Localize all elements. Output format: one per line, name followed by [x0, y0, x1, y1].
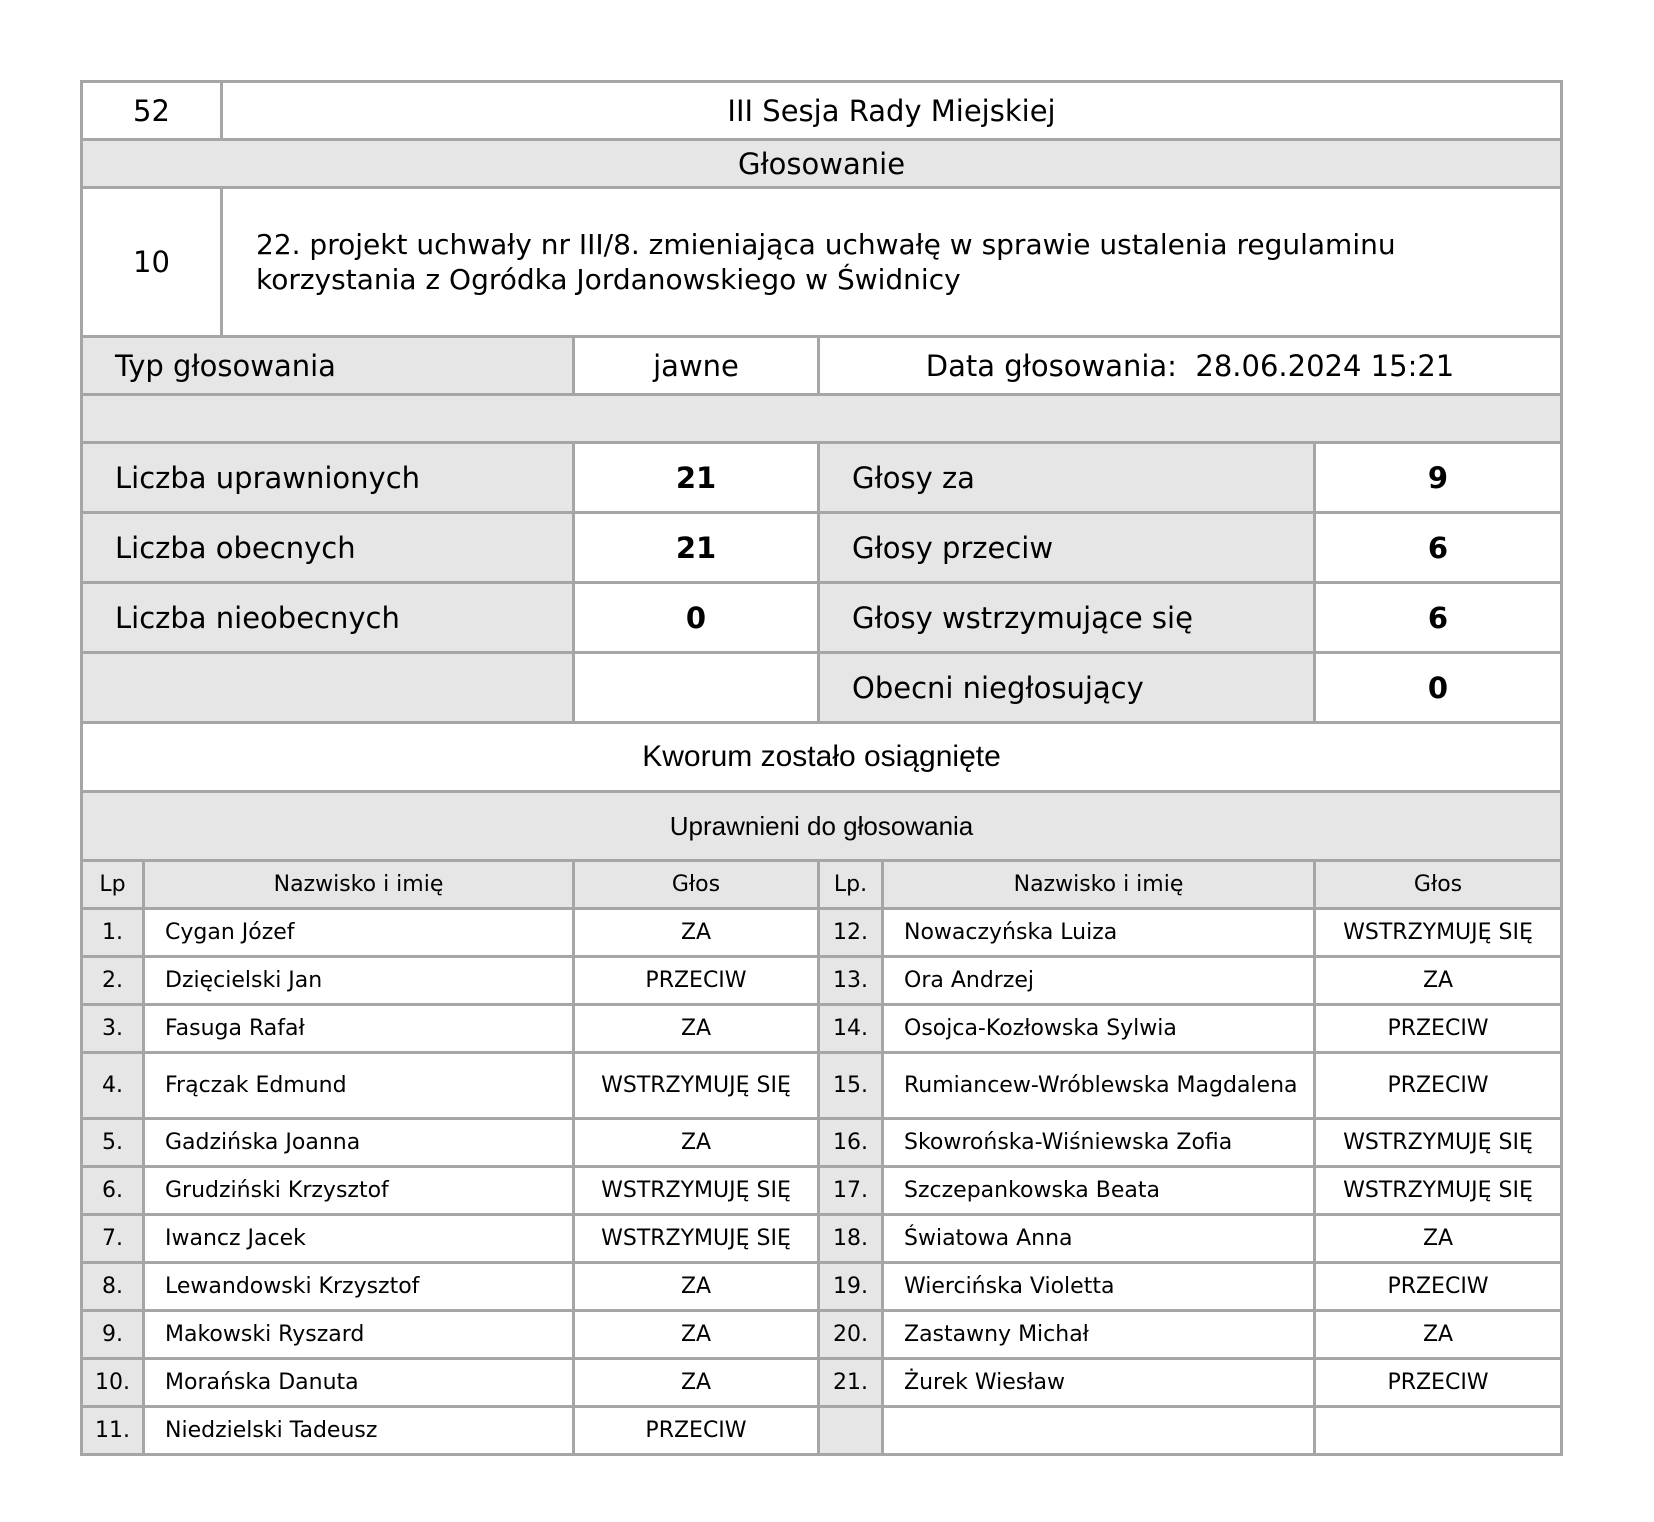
table-row — [82, 1407, 1562, 1455]
session-title: III Sesja Rady Miejskiej — [222, 82, 1562, 140]
not-voting-value: 0 — [1315, 653, 1562, 723]
voter-vote: PRZECIW — [1315, 1359, 1562, 1407]
voter-name: Iwancz Jacek — [144, 1215, 574, 1263]
empty-stat-value — [574, 653, 819, 723]
present-label: Liczba obecnych — [82, 513, 574, 583]
vote-date-label: Data głosowania: — [925, 348, 1177, 383]
voter-name: Wiercińska Violetta — [883, 1263, 1315, 1311]
voter-name: Zastawny Michał — [883, 1311, 1315, 1359]
voter-lp: 21. — [819, 1359, 883, 1407]
voter-lp: 4. — [82, 1053, 144, 1119]
empty-stat-label — [82, 653, 574, 723]
voter-vote: PRZECIW — [574, 957, 819, 1005]
voter-vote: ZA — [1315, 957, 1562, 1005]
voter-vote: ZA — [574, 1119, 819, 1167]
present-value: 21 — [574, 513, 819, 583]
vote-type-label: Typ głosowania — [82, 337, 574, 395]
votes-for-label: Głosy za — [819, 443, 1315, 513]
voter-vote: WSTRZYMUJĘ SIĘ — [1315, 909, 1562, 957]
voter-name: Nowaczyńska Luiza — [883, 909, 1315, 957]
item-topic: 22. projekt uchwały nr III/8. zmieniająca uchwałę w sprawie ustalenia regulaminu korzystania z Ogródka Jordanowskiego w Świdnicy — [222, 188, 1562, 337]
voter-lp-empty — [819, 1407, 883, 1455]
voter-lp: 17. — [819, 1167, 883, 1215]
table-row — [82, 909, 1562, 957]
eligible-value: 21 — [574, 443, 819, 513]
voter-name: Grudziński Krzysztof — [144, 1167, 574, 1215]
voter-name: Osojca-Kozłowska Sylwia — [883, 1005, 1315, 1053]
column-header-vote-left: Głos — [574, 861, 819, 909]
column-header-lp-right: Lp. — [819, 861, 883, 909]
voter-name: Szczepankowska Beata — [883, 1167, 1315, 1215]
voter-lp: 13. — [819, 957, 883, 1005]
votes-for-value: 9 — [1315, 443, 1562, 513]
absent-label: Liczba nieobecnych — [82, 583, 574, 653]
table-row — [82, 1053, 1562, 1119]
table-row — [82, 1119, 1562, 1167]
voter-lp: 19. — [819, 1263, 883, 1311]
item-number: 10 — [82, 188, 222, 337]
voter-name: Skowrońska-Wiśniewska Zofia — [883, 1119, 1315, 1167]
votes-against-value: 6 — [1315, 513, 1562, 583]
voter-vote: ZA — [574, 1359, 819, 1407]
voter-name: Dzięcielski Jan — [144, 957, 574, 1005]
voter-vote: PRZECIW — [1315, 1263, 1562, 1311]
voter-vote-empty — [1315, 1407, 1562, 1455]
column-header-name-left: Nazwisko i imię — [144, 861, 574, 909]
table-row — [82, 957, 1562, 1005]
voting-header: Głosowanie — [82, 140, 1562, 188]
voter-name: Morańska Danuta — [144, 1359, 574, 1407]
voter-vote: PRZECIW — [1315, 1005, 1562, 1053]
voter-name: Niedzielski Tadeusz — [144, 1407, 574, 1455]
column-header-name-right: Nazwisko i imię — [883, 861, 1315, 909]
voter-vote: PRZECIW — [1315, 1053, 1562, 1119]
voter-lp: 18. — [819, 1215, 883, 1263]
voter-lp: 5. — [82, 1119, 144, 1167]
voter-lp: 20. — [819, 1311, 883, 1359]
voter-vote: WSTRZYMUJĘ SIĘ — [1315, 1119, 1562, 1167]
column-header-vote-right: Głos — [1315, 861, 1562, 909]
voter-name: Frączak Edmund — [144, 1053, 574, 1119]
eligible-voters-title: Uprawnieni do głosowania — [82, 792, 1562, 861]
voter-vote: ZA — [574, 1263, 819, 1311]
table-row — [82, 1005, 1562, 1053]
spacer-row — [82, 395, 1562, 443]
voter-name: Fasuga Rafał — [144, 1005, 574, 1053]
voter-vote: ZA — [1315, 1311, 1562, 1359]
voter-lp: 15. — [819, 1053, 883, 1119]
vote-type-value: jawne — [574, 337, 819, 395]
votes-against-label: Głosy przeciw — [819, 513, 1315, 583]
voter-vote: ZA — [1315, 1215, 1562, 1263]
table-row — [82, 1215, 1562, 1263]
voter-name: Światowa Anna — [883, 1215, 1315, 1263]
voter-vote: WSTRZYMUJĘ SIĘ — [574, 1215, 819, 1263]
votes-abstain-label: Głosy wstrzymujące się — [819, 583, 1315, 653]
table-row — [82, 1263, 1562, 1311]
voter-lp: 9. — [82, 1311, 144, 1359]
table-row — [82, 1359, 1562, 1407]
table-row — [82, 1167, 1562, 1215]
voter-name-empty — [883, 1407, 1315, 1455]
voter-name: Makowski Ryszard — [144, 1311, 574, 1359]
voter-vote: WSTRZYMUJĘ SIĘ — [574, 1167, 819, 1215]
column-header-lp-left: Lp — [82, 861, 144, 909]
voter-name: Cygan Józef — [144, 909, 574, 957]
voter-vote: PRZECIW — [574, 1407, 819, 1455]
absent-value: 0 — [574, 583, 819, 653]
voter-vote: WSTRZYMUJĘ SIĘ — [1315, 1167, 1562, 1215]
votes-abstain-value: 6 — [1315, 583, 1562, 653]
voter-lp: 3. — [82, 1005, 144, 1053]
voter-lp: 12. — [819, 909, 883, 957]
eligible-label: Liczba uprawnionych — [82, 443, 574, 513]
voter-lp: 1. — [82, 909, 144, 957]
voter-name: Lewandowski Krzysztof — [144, 1263, 574, 1311]
voting-table — [80, 80, 1563, 1456]
voter-name: Ora Andrzej — [883, 957, 1315, 1005]
voter-lp: 14. — [819, 1005, 883, 1053]
voter-lp: 7. — [82, 1215, 144, 1263]
quorum-status: Kworum zostało osiągnięte — [82, 723, 1562, 792]
voter-name: Rumiancew-Wróblewska Magdalena — [883, 1053, 1315, 1119]
session-number: 52 — [82, 82, 222, 140]
not-voting-label: Obecni niegłosujący — [819, 653, 1315, 723]
voter-vote: ZA — [574, 1005, 819, 1053]
voter-lp: 11. — [82, 1407, 144, 1455]
voter-name: Gadzińska Joanna — [144, 1119, 574, 1167]
voter-name: Żurek Wiesław — [883, 1359, 1315, 1407]
voter-lp: 10. — [82, 1359, 144, 1407]
voters-list — [82, 861, 1562, 1455]
table-row — [82, 1311, 1562, 1359]
voter-lp: 16. — [819, 1119, 883, 1167]
voter-lp: 8. — [82, 1263, 144, 1311]
voting-document — [80, 80, 1560, 1456]
voter-vote: WSTRZYMUJĘ SIĘ — [574, 1053, 819, 1119]
voter-lp: 6. — [82, 1167, 144, 1215]
voter-vote: ZA — [574, 909, 819, 957]
voter-lp: 2. — [82, 957, 144, 1005]
vote-date-value: 28.06.2024 15:21 — [1195, 348, 1455, 383]
vote-date — [819, 337, 1562, 395]
voter-vote: ZA — [574, 1311, 819, 1359]
